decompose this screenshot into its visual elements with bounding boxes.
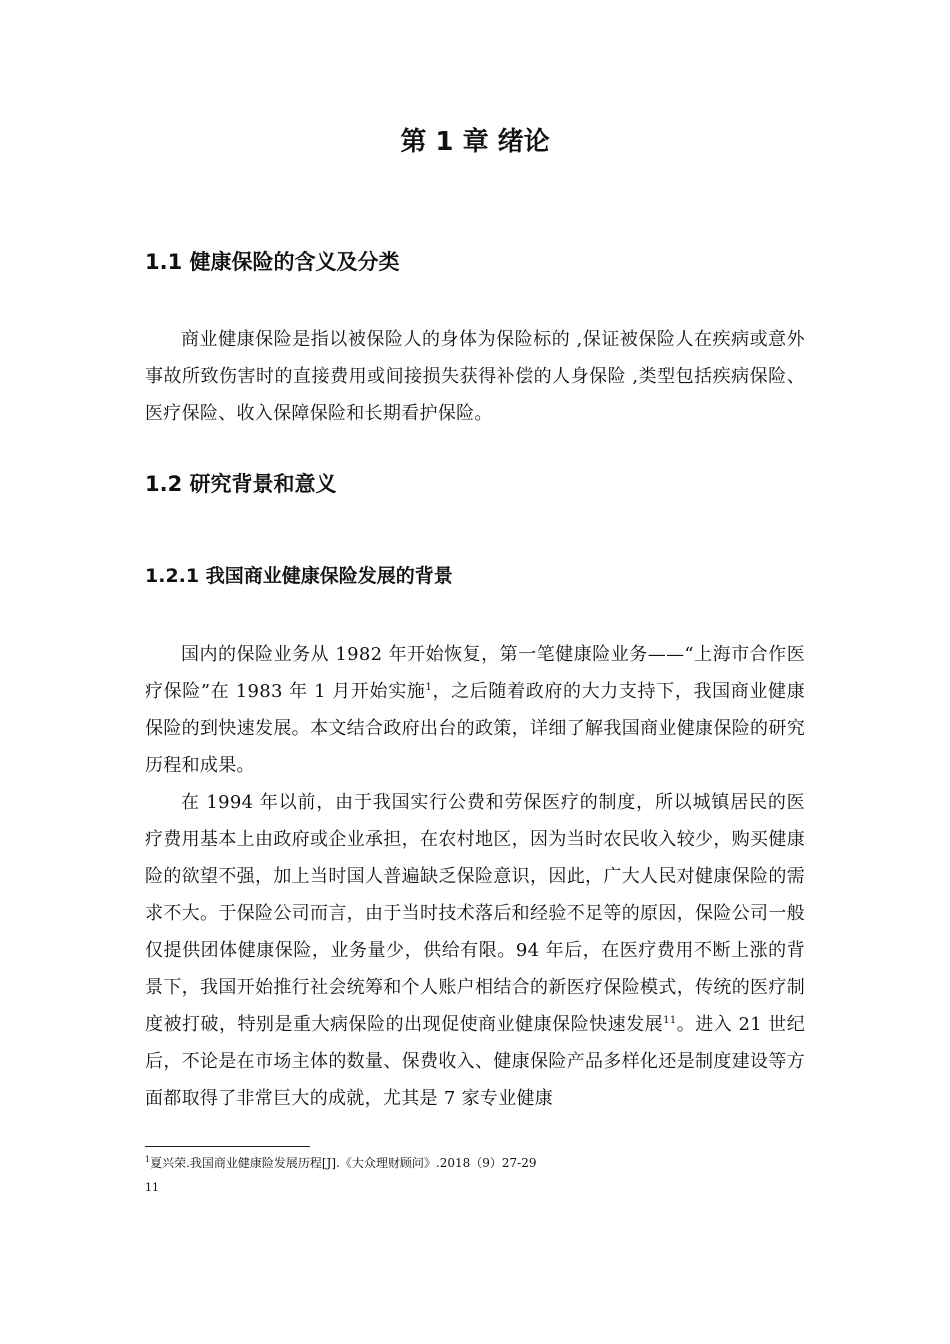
section-heading-1-2: 1.2 研究背景和意义 [145, 472, 337, 496]
section-1-1-paragraph: 商业健康保险是指以被保险人的身体为保险标的 ,保证被保险人在疾病或意外事故所致伤害时的直接费用或间接损失获得补偿的人身保险 ,类型包括疾病保险、医疗保险、收入保障保险和长期看护保险。 [145, 329, 805, 424]
section-heading-1-1: 1.1 健康保险的含义及分类 [145, 250, 400, 274]
paragraph-text: 国内的保险业务从 1982 年开始恢复，第一笔健康险业务——“上海市合作医疗保险”在 1983 年 1 月开始实施 [145, 644, 805, 702]
section-1-2-1-paragraph-2 [145, 784, 805, 1117]
footnote-divider [145, 1146, 310, 1147]
paragraph-text: ，之后随着政府的大力支持下，我国商业健康保险的到快速发展。本文结合政府出台的政策，详细了解我国商业健康保险的研究历程和成果。 [145, 681, 805, 776]
paragraph-text: 。进入 21 世纪后，不论是在市场主体的数量、保费收入、健康保险产品多样化还是制度建设等方面都取得了非常巨大的成就，尤其是 7 家专业健康 [145, 1014, 805, 1109]
footnote [145, 1154, 536, 1172]
footnote-reference: 11 [663, 1015, 677, 1026]
section-heading-1-2-1: 1.2.1 我国商业健康保险发展的背景 [145, 565, 453, 587]
page-number: 11 [145, 1181, 159, 1194]
section-1-2-1-paragraph-1 [145, 636, 805, 784]
footnote-marker: 1 [145, 1155, 151, 1164]
chapter-title: 第 1 章 绪论 [400, 127, 550, 157]
footnote-text: 夏兴荣.我国商业健康险发展历程[J].《大众理财顾问》.2018（9）27-29 [150, 1156, 537, 1170]
footnote-reference: 1 [425, 682, 433, 693]
paragraph-text: 在 1994 年以前，由于我国实行公费和劳保医疗的制度，所以城镇居民的医疗费用基本上由政府或企业承担，在农村地区，因为当时农民收入较少，购买健康险的欲望不强，加上当时国人普遍缺乏保险意识，因此，广大人民对健康保险的需求不大。于保险公司而言，由于当时技术落后和经验不足等的原因，保险公司一般仅提供团体健康保险，业务量少，供给有限。94 年后，在医疗费用不断上涨的背景下，我国开始推行社会统筹和个人账户相结合的新医疗保险模式，传统的医疗制度被打破，特别是重大病保险的出现促使商业健康保险快速发展 [145, 792, 805, 1035]
